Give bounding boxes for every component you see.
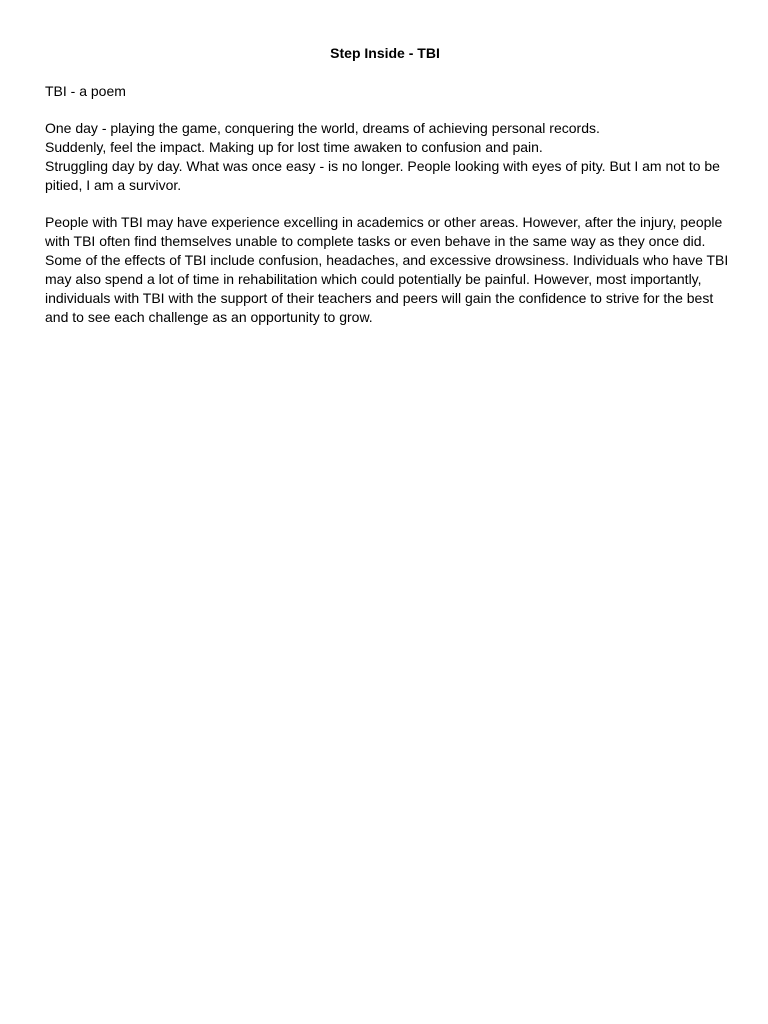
body-line: with TBI often find themselves unable to complete tasks or even behave in the same way as they once did. — [45, 233, 706, 249]
body-line: Some of the effects of TBI include confusion, headaches, and excessive drowsiness. Individuals who have TBI — [45, 252, 729, 268]
poem-line: Suddenly, feel the impact. Making up for lost time awaken to confusion and pain. — [45, 139, 543, 155]
subtitle-paragraph — [45, 82, 725, 101]
poem-line: pitied, I am a survivor. — [45, 177, 182, 193]
body-line: individuals with TBI with the support of their teachers and peers will gain the confidence to strive for the best — [45, 290, 714, 306]
document-page — [45, 44, 729, 345]
body-paragraph — [45, 213, 729, 327]
body-line: People with TBI may have experience excelling in academics or other areas. However, after the injury, people — [45, 214, 723, 230]
body-line: may also spend a lot of time in rehabilitation which could potentially be painful. However, most importantly, — [45, 271, 702, 287]
poem-line: One day - playing the game, conquering the world, dreams of achieving personal records. — [45, 120, 600, 136]
poem-line: Struggling day by day. What was once easy - is no longer. People looking with eyes of pity. But I am not to be — [45, 158, 720, 174]
poem-paragraph — [45, 119, 725, 195]
document-title: Step Inside - TBI — [330, 45, 440, 61]
subtitle: TBI - a poem — [45, 83, 126, 99]
body-line: and to see each challenge as an opportunity to grow. — [45, 309, 373, 325]
